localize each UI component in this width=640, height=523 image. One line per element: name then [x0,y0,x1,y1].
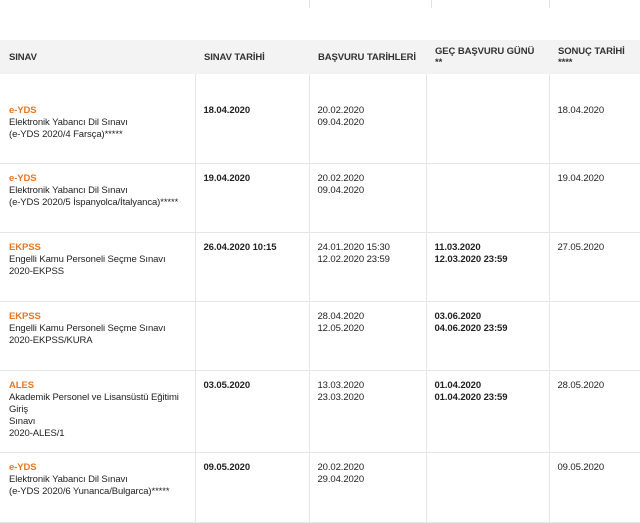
table-row [0,302,640,371]
exam-name-line: Engelli Kamu Personeli Seçme Sınavı [9,323,166,334]
exam-name-line: Engelli Kamu Personeli Seçme Sınavı [9,254,166,265]
table-row [0,74,640,164]
exam-cell [0,233,195,302]
exam-date: 09.05.2020 [203,462,251,473]
exam-table [0,40,640,523]
application-start: 20.02.2020 [317,105,365,116]
exam-name-line: Elektronik Yabancı Dil Sınavı [9,185,128,196]
header-late-application: GEÇ BAŞVURU GÜNÜ ** [426,40,549,74]
application-end: 09.04.2020 [317,117,365,128]
result-date: 19.04.2020 [557,173,605,184]
header-application-dates: BAŞVURU TARİHLERİ [309,40,426,74]
late-deadline: 04.06.2020 23:59 [434,323,508,334]
late-application-cell [426,302,549,371]
exam-code-link[interactable]: ALES [9,380,34,391]
application-dates-cell [309,233,426,302]
late-application-cell [426,233,549,302]
exam-code-link[interactable]: e-YDS [9,462,37,473]
late-deadline: 01.04.2020 23:59 [434,392,508,403]
exam-name-line: Elektronik Yabancı Dil Sınavı [9,117,128,128]
exam-code-link[interactable]: e-YDS [9,173,37,184]
exam-date: 03.05.2020 [203,380,251,391]
exam-cell [0,74,195,164]
exam-date-cell [195,453,309,523]
application-end: 12.02.2020 23:59 [317,254,390,265]
exam-cell [0,164,195,233]
exam-name-line: 2020-ALES/1 [9,428,65,439]
table-header-row [0,40,640,74]
exam-code-link[interactable]: EKPSS [9,242,41,253]
application-end: 09.04.2020 [317,185,365,196]
application-start: 20.02.2020 [317,173,365,184]
result-date-cell [549,302,640,371]
application-dates-cell [309,74,426,164]
result-date: 18.04.2020 [557,105,605,116]
application-start: 20.02.2020 [317,462,365,473]
result-date: 09.05.2020 [557,462,605,473]
application-end: 29.04.2020 [317,474,365,485]
header-exam-date: SINAV TARİHİ [195,40,309,74]
late-application-cell [426,74,549,164]
late-deadline: 12.03.2020 23:59 [434,254,508,265]
late-date: 03.06.2020 [434,311,482,322]
column-rule [309,0,310,8]
late-application-cell [426,371,549,453]
exam-date-cell [195,233,309,302]
exam-date-cell [195,74,309,164]
exam-name-line: 2020-EKPSS [9,266,64,277]
application-start: 24.01.2020 15:30 [317,242,390,253]
exam-code-link[interactable]: EKPSS [9,311,41,322]
late-date: 01.04.2020 [434,380,482,391]
exam-name-line: Akademik Personel ve Lisansüstü Eğitimi Giriş [9,392,179,415]
exam-date-cell [195,371,309,453]
application-end: 23.03.2020 [317,392,365,403]
table-row [0,233,640,302]
result-date: 27.05.2020 [557,242,605,253]
late-date: 11.03.2020 [434,242,481,253]
exam-date-cell [195,164,309,233]
result-date-cell [549,233,640,302]
exam-name-line: Sınavı [9,416,36,427]
table-row [0,371,640,453]
result-date-cell [549,371,640,453]
header-result-date: SONUÇ TARİHİ **** [549,40,640,74]
header-exam: SINAV [0,40,195,74]
exam-cell [0,302,195,371]
table-row [0,164,640,233]
application-end: 12.05.2020 [317,323,365,334]
column-rule [549,0,550,8]
late-application-cell [426,164,549,233]
column-rule [431,0,432,8]
exam-name-line: (e-YDS 2020/5 İspanyolca/İtalyanca)***** [9,197,179,208]
exam-name-line: Elektronik Yabancı Dil Sınavı [9,474,128,485]
exam-name-line: (e-YDS 2020/4 Farsça)***** [9,129,123,140]
application-dates-cell [309,453,426,523]
result-date-cell [549,164,640,233]
exam-name-line: (e-YDS 2020/6 Yunanca/Bulgarca)***** [9,486,170,497]
table-row [0,453,640,523]
result-date-cell [549,453,640,523]
result-date: 28.05.2020 [557,380,605,391]
exam-name-line: 2020-EKPSS/KURA [9,335,93,346]
late-application-cell [426,453,549,523]
application-start: 28.04.2020 [317,311,365,322]
application-dates-cell [309,164,426,233]
exam-cell [0,371,195,453]
exam-cell [0,453,195,523]
application-dates-cell [309,371,426,453]
exam-date: 19.04.2020 [203,173,251,184]
exam-date: 18.04.2020 [203,105,251,116]
result-date-cell [549,74,640,164]
exam-date-cell [195,302,309,371]
exam-code-link[interactable]: e-YDS [9,105,37,116]
application-dates-cell [309,302,426,371]
exam-date: 26.04.2020 10:15 [203,242,277,253]
application-start: 13.03.2020 [317,380,365,391]
